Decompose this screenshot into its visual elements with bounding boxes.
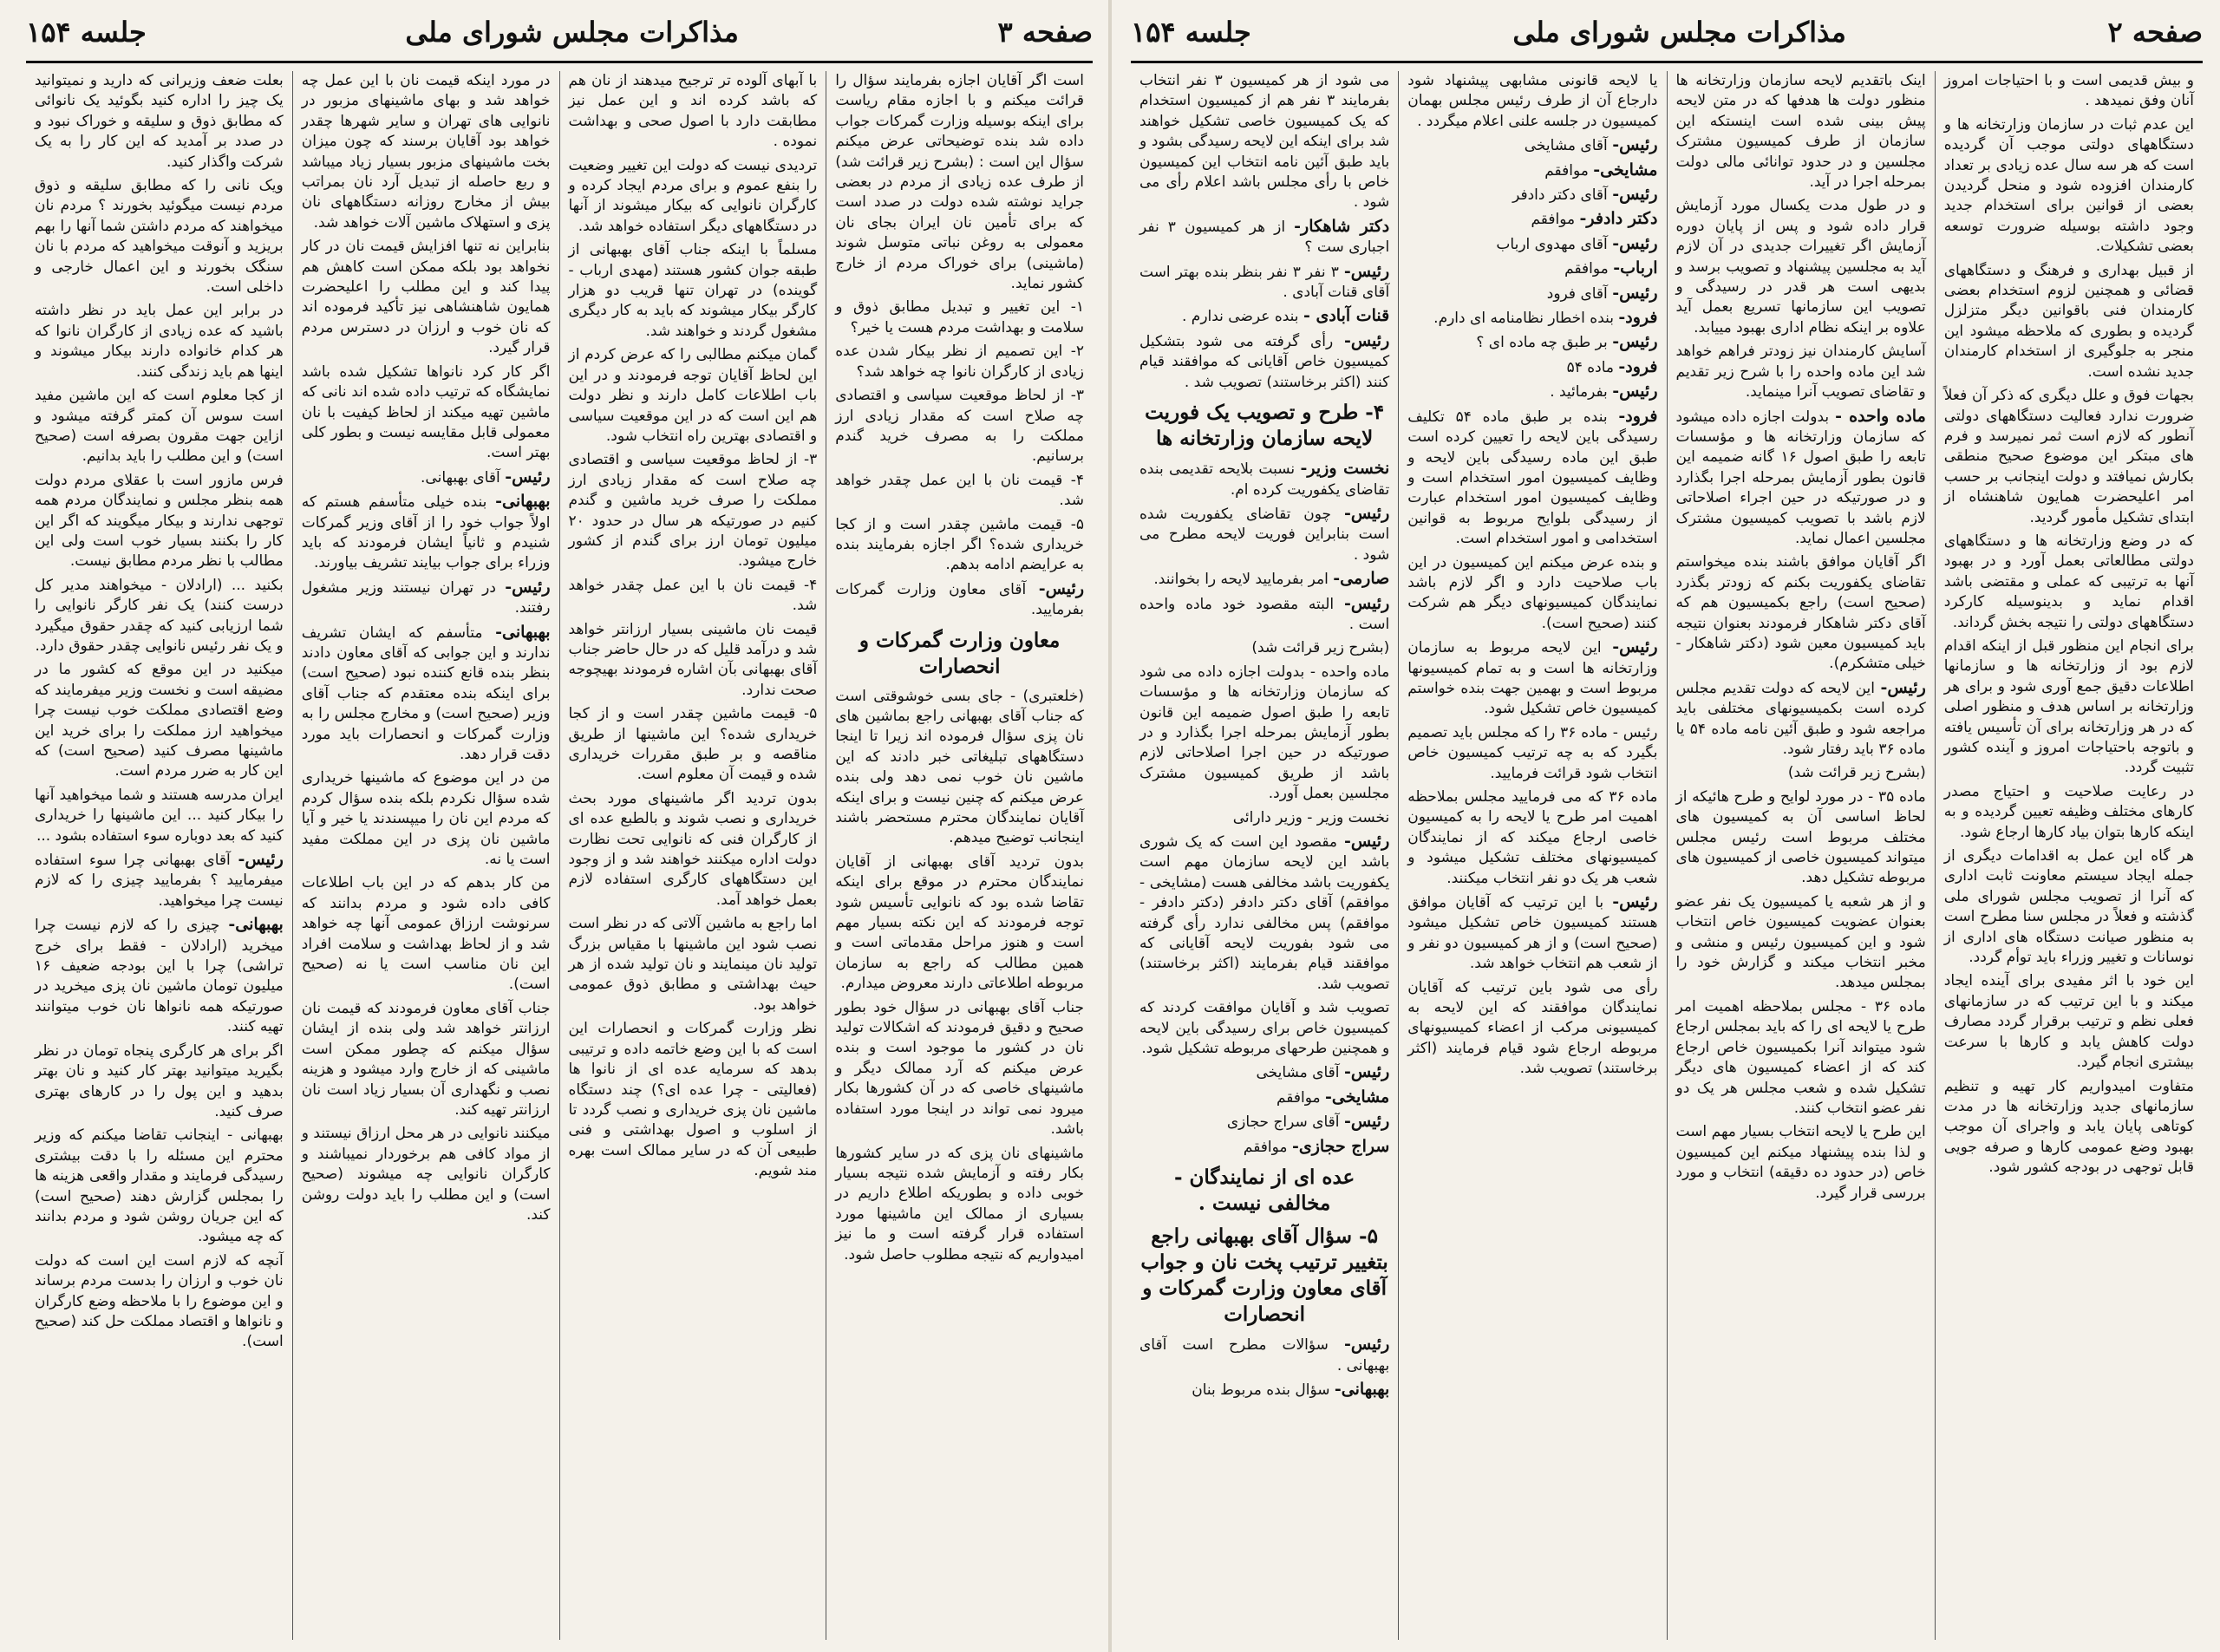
paragraph-text: با آبهای آلوده تر ترجیح میدهند از نان هم که باشد کرده اند و این عمل نیز مطابقت دارد با اصول صحی و بهداشت نموده . — [568, 72, 818, 151]
paragraph-text: آنچه که لازم است این است که دولت نان خوب و ارزان را بدست مردم برساند و این موضوع را با ملاحظه وضع کارگران و نانواها و اقتصاد مملکت حل کند (صحیح است). — [35, 1251, 284, 1351]
paragraph-text: متأسفم که ایشان تشریف ندارند و این جوابی که آقای معاون دادند بنظر بنده قانع کننده نبود (صحیح است) برای اینکه بنده معتقدم که جناب آقای وزیر (صحیح است) و مخارج مجلس را به وزارت گمرکات و انحصارات باید مورد دقت قرار دهد. — [301, 624, 551, 763]
paragraph — [835, 998, 1084, 1140]
paragraph-text: رئیس - ماده ۳۶ را که مجلس باید تصمیم بگیرد که به چه ترتیب کمیسیون خاص انتخاب شود قرائت فرمایید. — [1407, 723, 1658, 782]
paragraph — [1407, 258, 1657, 279]
paragraph — [1407, 308, 1657, 329]
paragraph — [1139, 262, 1389, 304]
paragraph — [1139, 1335, 1389, 1376]
paragraph-text: گمان میکنم مطالبی را که عرض کردم از این لحاظ آقایان توجه فرمودند و در این باب اطلاعات کامل دارند و نظر دولت هم این است که در این موقعیت سیاسی و اقتصادی بهترین راه انتخاب شود. — [568, 346, 818, 445]
text-column — [1935, 71, 2203, 1640]
paragraph-text: ماده واحده - بدولت اجازه داده می شود که سازمان وزارتخانه ها و مؤسسات تابعه را طبق اصول ضمیمه این قانون بطور آزمایش بمرحله اجرا بگذارد و در صورتیکه در حین اجرا اصلاحاتی لازم باشد از طریق کمیسیون مشترک مجلسین بعمل آورد. — [1139, 663, 1390, 803]
paragraph-text: آسایش کارمندان نیز زودتر فراهم خواهد شد این ماده واحده را با شرح زیر تقدیم و تقاضای تصویب آنرا مینماید. — [1675, 343, 1926, 402]
speaker-name: مشایخی- — [1593, 160, 1658, 180]
paragraph — [302, 578, 551, 619]
section-heading: عده ای از نمایندگان - مخالفی نیست . — [1173, 1166, 1355, 1216]
paragraph-text: ۲- این تصمیم از نظر بیکار شدن عده زیادی از کارگران نانوا چه خواهد شد؟ — [835, 343, 1084, 381]
publication-title: مذاکرات مجلس شورای ملی — [405, 16, 739, 49]
paragraph — [1944, 386, 2194, 528]
speaker-name: رئیس- — [1612, 135, 1658, 155]
paragraph — [1676, 196, 1926, 338]
paragraph — [1676, 552, 1926, 674]
paragraph-text: نظر وزارت گمرکات و انحصارات این است که با این وضع خاتمه داده و ترتیبی بدهد که سرمایه عده ای از نانوا ها (فعالیتی - چرا عده ای؟) چند دستگاه ماشین نان پزی خریداری و نصب گردد تا از اسلوب و اصول بهداشتی و فنی طبیعی آن که در سایر ممالک است بهره مند شویم. — [568, 1020, 818, 1180]
speaker-name: رئیس- — [1343, 832, 1390, 851]
paragraph-text: در رعایت صلاحیت و احتیاج مصدر کارهای مختلف وظیفه تعیین گردیده و به اینکه کارها بتوان بیاد کارها ارجاع شود. — [1943, 782, 2194, 841]
paragraph-text: بهبهانی - اینجانب تقاضا میکنم که وزیر محترم این مسئله را با دقت بیشتری رسیدگی فرمایند و مقدار واقعی هزینه ها را بمجلس گزارش دهند (صحیح است) که این جریان روشن شود و مردم بدانند که چه میشود. — [35, 1126, 284, 1246]
paragraph — [35, 1251, 284, 1353]
paragraph-text: آقای معاون وزارت گمرکات بفرمایید. — [835, 580, 1084, 619]
paragraph-text: مسلماً با اینکه جناب آقای بهبهانی از طبقه جوان کشور هستند (مهدی ارباب - گوینده) در تهران تنها قریب دو هزار کارگر بیکار میشوند که باید به کار دیگری مشغول گردند و خواهند شد. — [568, 241, 818, 340]
speaker-name: مشایخی- — [1325, 1087, 1390, 1107]
paragraph-text: در برابر این عمل باید در نظر داشته باشید که عده زیادی از کارگران نانوا که هر کدام خانواده دارند بیکار میشوند و اینها هم باید زندگی کنند. — [35, 302, 284, 381]
speaker-name: دکتر دادفر- — [1579, 209, 1658, 229]
paragraph-text: ۳- از لحاظ موقعیت سیاسی و اقتصادی چه صلاح است که مقدار زیادی ارز مملکت را صرف خرید ماشین و گندم کنیم در صورتیکه هر سال در حدود ۲۰ میلیون تومان ارز برای گندم از کشور خارج میشود. — [568, 451, 818, 571]
paragraph-text: اگر کار کرد نانواها تشکیل شده باشد نمایشگاه که ترتیب داده شده اند نانی که ماشین تهیه میکند از لحاظ کیفیت با نان معمولی قابل مقایسه نیست و بطور کلی بهتر است. — [301, 362, 551, 462]
paragraph-text: می شود از هر کمیسیون ۳ نفر انتخاب بفرمایند ۳ نفر هم از کمیسیون استخدام که یک کمیسیون خاصی تشکیل خواهند شد برای اینکه این لایحه رسیدگی بشود و باید طبق آئین نامه انتخاب این کمیسیون خاص با رأی مجلس باشد اعلام رأی می شود . — [1139, 72, 1390, 212]
paragraph-text: ویک نانی را که مطابق سلیقه و ذوق مردم نیست میگوئید بخورند ؟ مردم نان میخواهند که مردم داشتن شما آنها را بهم بریزید و آنوقت میخواهید که مردم با نان سنگک بخورند و این اعمال خارجی و داخلی است. — [35, 177, 284, 297]
paragraph-text: از کجا معلوم است که این ماشین مفید است سوس آن کمتر گرفته میشود و ازاین جهت مقرون بصرفه است (صحیح است) و این مطلب را باید بدانیم. — [35, 387, 284, 466]
paragraph-text: آقای بهبهانی چرا سوء استفاده میفرمایید ؟ بفرمایید چیزی را که لازم نیست چرا میخواهید. — [35, 852, 284, 910]
text-column — [1667, 71, 1935, 1640]
paragraph — [35, 471, 284, 572]
paragraph-text: بدون تردید آقای بهبهانی از آقایان نمایندگان محترم در موقع برای اینکه تقاضا شده بود که نانوایی تأسیس شود توجه فرمودند که این نکته بسیار مهم است و هنوز مراحل مقدماتی است و همین مطالب که راجع به سازمان مربوطه اطلاعاتی دارند معروض میدارم. — [835, 852, 1084, 993]
paragraph — [1407, 553, 1657, 635]
paragraph-text: اما راجع به ماشین آلاتی که در نظر است نصب شود این ماشینها با مقیاس بزرگ تولید نان مینمایند و نان تولید شده از هر حیث بهداشتی و مطابق ذوق عمومی خواهد بود. — [568, 915, 818, 1014]
paragraph-text: آقای بهبهانی. — [421, 468, 500, 486]
paragraph — [1944, 637, 2194, 779]
paragraph — [1407, 160, 1657, 181]
paragraph — [35, 915, 284, 1037]
paragraph-text: آقای مشایخی — [1256, 1064, 1340, 1082]
speaker-name: نخست وزیر- — [1300, 459, 1390, 479]
paragraph-text: و در طول مدت یکسال مورد آزمایش قرار داده شود و پس از پایان دوره آزمایش اگر تغییرات جدیدی در آن لازم آید به مجلسین پیشنهاد و تصویب برسد و بدیهی است هر قدر در رسیدگی و تصویب این سازمانها تسریع بعمل آید علاوه بر اینکه نظام اداری بهبود مییابد. — [1675, 197, 1926, 336]
paragraph — [1407, 637, 1657, 720]
speaker-name: قنات آبادی - — [1303, 306, 1390, 326]
paragraph-text: میکنید در این موقع که کشور ما در مضیقه است و نخست وزیر میفرمایند که وضع اقتصادی مملکت خوب نیست چرا میخواهید ارز مملکت را برای خرید این ماشینها مصرف کنید (صحیح است) که این کار به ضرر مردم است. — [35, 661, 284, 780]
paragraph-text: ماده ۳۶ - مجلس بملاحظه اهمیت امر طرح یا لایحه ای را که باید بمجلس ارجاع شود میتواند آنرا بکمیسیون خاص ارجاع کند که از اعضاء کمیسیون های دیگر تشکیل شده و شعب مجلس هر یک دو نفر عضو انتخاب کنند. — [1675, 997, 1926, 1117]
paragraph — [1407, 723, 1657, 784]
paragraph-text: بنده عرضی ندارم . — [1181, 308, 1299, 326]
paragraph — [835, 515, 1084, 576]
speaker-name: ماده واحده - — [1835, 406, 1926, 426]
speaker-name: رئیس- — [1343, 1062, 1390, 1082]
paragraph — [1139, 306, 1389, 327]
paragraph-text: موافقم — [1531, 211, 1576, 229]
paragraph — [835, 386, 1084, 467]
paragraph — [1676, 1122, 1926, 1204]
paragraph-text: آقای دکتر دادفر — [1512, 186, 1608, 205]
paragraph-text: بکنید ... (ارادلان - میخواهند مدیر کل درست کنند) یک نفر کارگر نانوایی را شما ارزیابی کنید که چقدر حقوق میگیرد و یک نفر رئیس نانوایی چقدر حقوق دارد. — [35, 576, 284, 655]
speaker-name: رئیس- — [1612, 185, 1658, 205]
paragraph — [835, 1144, 1084, 1265]
paragraph-text: ۴- قیمت نان با این عمل چقدر خواهد شد. — [835, 471, 1084, 510]
paragraph-text: که در وضع وزارتخانه ها و دستگاههای دولتی مطالعاتی بعمل آورد و در بهبود آنها به ترتیبی که عملی و مقتضی باشد اقدام نماید و بدینوسیله کارکرد دستگاههای دولتی را نتیجه بخش گرداند. — [1943, 532, 2194, 631]
paragraph — [1139, 1380, 1389, 1401]
paragraph — [569, 156, 818, 238]
paragraph — [1139, 808, 1389, 828]
paragraph — [1139, 1137, 1389, 1158]
paragraph — [835, 342, 1084, 382]
paragraph-text: ماده ۵۴ — [1566, 358, 1614, 376]
text-column — [292, 71, 559, 1640]
speaker-name: رئیس- — [505, 467, 551, 486]
publication-title: مذاکرات مجلس شورای ملی — [1512, 16, 1846, 49]
paragraph — [1139, 1112, 1389, 1133]
paragraph — [1407, 382, 1657, 402]
text-column — [1398, 71, 1666, 1640]
paragraph — [302, 492, 551, 574]
paragraph — [569, 240, 818, 342]
paragraph — [1407, 135, 1657, 156]
text-columns — [1131, 71, 2203, 1640]
paragraph — [1407, 71, 1657, 132]
speaker-name: فرود- — [1618, 356, 1658, 376]
paragraph — [1139, 1087, 1389, 1108]
paragraph-text: ماشینهای نان پزی که در سایر کشورها بکار رفته و آزمایش شده نتیجه بسیار خوبی داده و بطوریکه اطلاع داریم در بسیاری از ممالک این ماشینها مورد استفاده قرار گرفته است و ما نیز امیدواریم که نتیجه مطلوب حاصل شود. — [835, 1144, 1084, 1263]
paragraph — [1139, 217, 1389, 258]
paragraph-text: اگر آقایان موافق باشند بنده میخواستم تقاضای یکفوریت بکنم که زودتر بگذرد (صحیح است) راجع بکمیسیون هم که آقای دکتر شاهکار فرمودند بعنوان نتیجه باید کمیسیون معین شود (دکتر شاهکار - خیلی متشکرم). — [1675, 553, 1926, 673]
speaker-name: رئیس- — [1880, 677, 1926, 697]
page-header — [1131, 7, 2203, 57]
speaker-name: بهبهانی- — [228, 915, 284, 935]
paragraph — [1676, 407, 1926, 550]
paragraph — [1407, 332, 1657, 353]
header-rule — [26, 61, 1093, 63]
paragraph — [569, 620, 818, 702]
paragraph-text: و بنده عرض میکنم این کمیسیون در این باب صلاحیت دارد و اگر لازم باشد نمایندگان کمیسیونهای دیگر هم شرکت کنند (صحیح است). — [1407, 553, 1658, 632]
paragraph-text: رأی گرفته می شود بتشکیل کمیسیون خاص آقایانی که موافقند قیام کنند (اکثر برخاستند) تصویب شد . — [1139, 332, 1390, 391]
right-page — [1110, 0, 2220, 1652]
speaker-name: فرود- — [1618, 406, 1658, 426]
paragraph-text: از هر کمیسیون ۳ نفر اجباری ست ؟ — [1139, 218, 1390, 257]
paragraph-text: و بیش قدیمی است و با احتیاجات امروز آنان وفق نمیدهد . — [1943, 72, 2194, 110]
paragraph-text: است اگر آقایان اجازه بفرمایند سؤال را قرائت میکنم و با اجازه مقام ریاست برای اینکه بوسیله وزارت گمرکات جواب داده شد بنده توضیحاتی عرض میکنم سؤال این است : (بشرح زیر قرائت شد) از طرف عده زیادی از مردم در بعضی جراید نوشته شده دولت در صدد است که برای تأمین نان ایران بجای نان معمولی به روغن نباتی متوسل شوند (ماشینی) برای خوراک مردم از خارج کشور نماید. — [835, 72, 1084, 293]
paragraph-text: البته مقصود خود ماده واحده است . — [1139, 595, 1390, 633]
paragraph-text: این عدم ثبات در سازمان وزارتخانه ها و دستگاههای دولتی موجب آن گردیده است که هر سه سال عده زیادی بر تعداد کارمندان افزوده شود و منحل گردیدن بعضی از قوانین برای استخدام جدید وجود داشته بوسیله ضرورت توسعه بعضی تشکیلات. — [1943, 115, 2194, 256]
paragraph — [1944, 115, 2194, 258]
paragraph — [1676, 342, 1926, 402]
paragraph — [569, 789, 818, 911]
paragraph — [569, 704, 818, 786]
paragraph — [1139, 569, 1389, 590]
page-number: صفحه ۳ — [997, 16, 1093, 49]
paragraph-text: ۳ نفر ۳ نفر بنظر بنده بهتر است آقای قنات آبادی . — [1139, 263, 1390, 302]
paragraph-text: بدولت اجازه داده میشود که سازمان وزارتخانه ها و مؤسسات تابعه را طبق اصول ۱۶ گانه ضمیمه این قانون بطور آزمایش بمرحله اجرا بگذارد و در صورتیکه در حین اجراء اصلاحاتی لازم باشد با تصویب کمیسیون مشترک مجلسین اعمال نماید. — [1675, 408, 1926, 547]
paragraph — [1676, 71, 1926, 193]
paragraph-text: چیزی را که لازم نیست چرا میخرید (ارادلان - فقط برای خرج تراشی) چرا با این بودجه ضعیف ۱۶ میلیون تومان ماشین نان پزی میخرید در صورتیکه همه نانواها نان خوب میتوانند تهیه کنند. — [35, 917, 284, 1036]
paragraph — [569, 1019, 818, 1181]
paragraph-text: آقای مشایخی — [1524, 137, 1608, 155]
paragraph — [1944, 782, 2194, 843]
paragraph — [35, 386, 284, 467]
paragraph — [1944, 1077, 2194, 1179]
paragraph-text: مقصود این است که یک شوری باشد این لایحه سازمان مهم است یکفوریت باشد مخالفی هست (مشایخی - موافقم) آقای دکتر دادفر (دکتر دادفر - موافقم) پس مخالفی ندارد رأی گرفته می شود بفوریت لایحه آقایانی که موافقند قیام بفرمایند (اکثر برخاستند) تصویب شد. — [1139, 833, 1390, 993]
paragraph-text: آقای سراج حجازی — [1226, 1113, 1340, 1132]
paragraph-text: ۴- قیمت نان با این عمل چقدر خواهد شد. — [568, 576, 818, 615]
paragraph-text: موافقم — [1243, 1138, 1288, 1156]
speaker-name: رئیس- — [1612, 637, 1658, 657]
paragraph — [1139, 638, 1389, 658]
paragraph-text: بنابراین نه تنها افزایش قیمت نان در کار نخواهد بود بلکه ممکن است کاهش هم پیدا کند و این مطلب را اعلیحضرت همایون شاهنشاهی نیز تأکید فرموده اند که نان خوب و ارزان در دسترس مردم قرار گیرد. — [301, 238, 551, 357]
paragraph-text: ۵- قیمت ماشین چقدر است و از کجا خریداری شده؟ اگر اجازه بفرمایند بنده به عرایضم ادامه بدهم. — [835, 515, 1084, 574]
paragraph — [569, 71, 818, 153]
paragraph — [1139, 504, 1389, 565]
session-number: جلسه ۱۵۴ — [1131, 16, 1251, 49]
paragraph — [1407, 209, 1657, 230]
paragraph-text: فرس مازور است با عقلای مردم دولت همه بنظر مجلس و نمایندگان مردم همه توجهی ندارند و بیکار میگویند که اگر این کار را بکنند بسیار خوب است ولی این مطالب با نظر مردم مطابق نیست. — [35, 471, 284, 571]
paragraph-text: از قبیل بهداری و فرهنگ و دستگاههای قضائی و همچنین لزوم استخدام بعضی کارمندان فنی باقوانین دیگر متزلزل گردیده و بطوری که ملاحظه میشود این منجر به جلوگیری از استخدام کارمندان جدید نشده است. — [1943, 261, 2194, 381]
paragraph — [1944, 71, 2194, 112]
paragraph-text: این طرح یا لایحه انتخاب بسیار مهم است و لذا بنده پیشنهاد میکنم این کمیسیون خاص (در حدود ده دقیقه) انتخاب و مورد بررسی قرار گیرد. — [1675, 1123, 1926, 1202]
speaker-name: رئیس- — [1612, 332, 1658, 352]
session-number: جلسه ۱۵۴ — [26, 16, 147, 49]
paragraph — [1407, 185, 1657, 206]
paragraph — [1407, 407, 1657, 550]
speaker-name: فرود- — [1618, 308, 1658, 328]
speaker-name: ارباب- — [1613, 258, 1658, 278]
paragraph — [1139, 594, 1389, 636]
text-column — [26, 71, 292, 1640]
paragraph — [302, 873, 551, 995]
paragraph — [835, 297, 1084, 338]
paragraph — [1676, 787, 1926, 889]
speaker-name: بهبهانی- — [495, 622, 551, 642]
paragraph-text: ۵- قیمت ماشین چقدر است و از کجا خریداری شده؟ این ماشینها از طریق مناقصه و بر طبق مقررات خریداری شده و قیمت آن معلوم است. — [568, 705, 818, 784]
paragraph — [35, 660, 284, 781]
speaker-name: رئیس- — [1612, 382, 1658, 402]
paragraph-text: ۱- این تغییر و تبدیل مطابق ذوق و سلامت و بهداشت مردم هست یا خیر؟ — [835, 298, 1084, 336]
paragraph-text: بفرمائید . — [1550, 383, 1608, 402]
paragraph — [835, 71, 1084, 294]
header-rule — [1131, 61, 2203, 63]
speaker-name: رئیس- — [1343, 261, 1390, 281]
paragraph — [35, 1041, 284, 1123]
paragraph-text: (بشرح زیر قرائت شد) — [1251, 639, 1390, 657]
paragraph-text: (خلعتبری) - جای بسی خوشوقتی است که جناب آقای بهبهانی راجع بماشین های نان پزی سؤال فرموده اند زیرا تا اینجا دستگاههای تبلیغاتی خبر دادند که این ماشین نان خوب نمی دهد ولی بنده عرض میکنم که چنین نیست و برای اینکه آقایان نمایندگان محترم مستحضر باشند اینجانب توضیح میدهم. — [835, 687, 1084, 847]
paragraph — [35, 176, 284, 297]
paragraph — [302, 768, 551, 870]
paragraph-text: جناب آقای معاون فرمودند که قیمت نان ارزانتر خواهد شد ولی بنده از ایشان سؤال میکنم که چطور ممکن است ماشینی که از خارج وارد میشود و هزینه نصب و نگهداری آن بسیار زیاد است نان ارزانتر تهیه کند. — [301, 999, 551, 1119]
text-column — [559, 71, 826, 1640]
paragraph-text: این خود با اثر مفیدی برای آینده ایجاد میکند و با این ترتیب که در سازمانهای فعلی نظم و ترتیب برقرار گردد مصارف دولت کاهش یابد و کارها با سرعت بیشتری انجام گیرد. — [1943, 972, 2194, 1072]
paragraph — [569, 345, 818, 447]
paragraph-text: هر گاه این عمل به اقدامات دیگری از جمله ایجاد سیستم معاونت ثابت اداری که آنرا از تصویب مجلس شورای ملی گذشته و فعلاً در مجلس سنا مطرح است به منظور صیانت دستگاه های اداری از نوسانات و تغییر وزراء باید توأم گردد. — [1943, 847, 2194, 967]
paragraph — [302, 362, 551, 464]
paragraph-text: در تهران نیستند وزیر مشغول رفتند. — [301, 578, 551, 617]
paragraph-text: سؤالات مطرح است آقای بهبهانی . — [1139, 1336, 1390, 1374]
paragraph — [1139, 663, 1389, 805]
speaker-name: رئیس- — [238, 850, 284, 870]
speaker-name: بهبهانی- — [495, 492, 551, 512]
paragraph-text: تردیدی نیست که دولت این تغییر وضعیت را بنفع عموم و برای مردم ایجاد کرده و کارگران نانوایی که بیکار میشوند از آنها در دستگاههای دیگر استفاده خواهد شد. — [568, 156, 818, 235]
paragraph-text: نسبت بلایحه تقدیمی بنده تقاضای یکفوریت کرده ام. — [1139, 460, 1390, 499]
paragraph-text: اینک باتقدیم لایحه سازمان وزارتخانه ها منظور دولت ها هدفها که در متن لایحه پیش بینی شده است اینستکه این سازمان از طرف کمیسیون مشترک مجلسین و در حدود توانائی مالی دولت بمرحله اجرا در آید. — [1675, 72, 1926, 192]
paragraph — [1676, 997, 1926, 1119]
paragraph — [1407, 892, 1657, 975]
paragraph — [302, 467, 551, 488]
paragraph — [1407, 787, 1657, 889]
paragraph — [835, 579, 1084, 621]
paragraph-text: چون تقاضای یکفوریت شده است بنابراین فوریت لایحه مطرح می شود . — [1139, 505, 1390, 564]
paragraph — [302, 237, 551, 358]
paragraph-text: (بشرح زیر قرائت شد) — [1787, 764, 1926, 782]
speaker-name: رئیس- — [1612, 233, 1658, 253]
paragraph — [1139, 832, 1389, 995]
text-column — [826, 71, 1093, 1640]
paragraph-text: متفاوت امیدواریم کار تهیه و تنظیم سازمانهای جدید وزارتخانه ها در مدت کوتاهی پایان یابد و واجرای آن موجب بهبود وضع عمومی کارها و صرفه جویی قابل توجهی در بودجه کشور شود. — [1943, 1077, 2194, 1177]
paragraph — [569, 914, 818, 1015]
paragraph-text: ایران مدرسه هستند و شما میخواهید آنها را بیکار کنید ... این ماشینها را خریداری کنید که بعد دوباره سوء استفاده بشود ... — [35, 786, 284, 845]
speaker-name: بهبهانی- — [1334, 1379, 1390, 1399]
paragraph — [569, 450, 818, 571]
paragraph — [1944, 846, 2194, 968]
paragraph — [1407, 234, 1657, 255]
paragraph-text: میکنند نانوایی در هر محل ارزاق نیستند و از مواد کافی هم برخوردار نمیباشند و کارگران نانوایی چه میشوند (صحیح است) و این مطلب را باید دولت روشن کند. — [301, 1125, 551, 1224]
paragraph — [1944, 971, 2194, 1073]
paragraph-text: این لایحه که دولت تقدیم مجلس کرده است بکمیسیونهای مختلفی باید مراجعه شود و طبق آئین نامه ماده ۵۴ یا ماده ۳۶ باید رفتار شود. — [1675, 679, 1926, 758]
speaker-name: رئیس- — [1343, 1112, 1390, 1132]
paragraph-text: ماده ۳۶ که می فرمایید مجلس بملاحظه اهمیت امر طرح یا لایحه را به کمیسیون خاصی ارجاع میکند که از نمایندگان کمیسیونهای مختلف تشکیل میشود و شعب هر یک دو نفر انتخاب میکنند. — [1407, 788, 1658, 887]
paragraph — [1944, 532, 2194, 633]
paragraph-text: رأی می شود باین ترتیب که آقایان نمایندگان موافقند که این لایحه به کمیسیونی مرکب از اعضاء کمیسیونهای مربوطه ارجاع شود قیام فرمایند (اکثر برخاستند) تصویب شد. — [1407, 978, 1658, 1078]
paragraph-text: من کار بدهم که در این باب اطلاعات کافی داده شود و مردم بدانند که سرنوشت ارزاق عمومی آنها چه خواهد شد و از لحاظ بهداشت و سلامت افراد این نان مناسب است یا نه (صحیح است). — [301, 874, 551, 994]
speaker-name: سراج حجازی- — [1291, 1136, 1390, 1156]
paragraph-text: این لایحه مربوط به سازمان وزارتخانه ها است و به تمام کمیسیونها مربوط است و بهمین جهت بنده خواستم کمیسیون خاص تشکیل شود. — [1407, 639, 1658, 718]
page-header — [26, 7, 1093, 57]
section-heading: ۵- سؤال آقای بهبهانی راجع بتغییر ترتیب پخت نان و جواب آقای معاون وزارت گمرکات و انحصارات — [1140, 1224, 1388, 1327]
speaker-name: رئیس- — [505, 577, 551, 597]
paragraph — [302, 1124, 551, 1225]
speaker-name: رئیس- — [1038, 578, 1084, 598]
paragraph — [302, 623, 551, 766]
paragraph — [35, 1126, 284, 1247]
paragraph-text: بنده اخطار نظامنامه ای دارم. — [1433, 310, 1614, 328]
paragraph-text: جناب آقای بهبهانی در سؤال خود بطور صحیح و دقیق فرمودند که اشکالات تولید نان در کشور ما موجود است و بنده عرض میکنم که آرد ممالک دیگر و ماشینهای خاصی که در آن کشورها بکار میرود نمی تواند در اینجا مورد استفاده باشد. — [835, 998, 1084, 1139]
speaker-name: رئیس- — [1612, 283, 1658, 303]
speaker-name: دکتر شاهکار- — [1294, 216, 1390, 236]
speaker-name: رئیس- — [1343, 330, 1390, 350]
paragraph — [302, 71, 551, 233]
paragraph-text: بجهات فوق و علل دیگری که ذکر آن فعلاً ضرورت ندارد فعالیت دستگاههای دولتی آنطور که لازم است ثمر نمیرسد و فرم های مبتکر این موضوع صحیح منطقی بکارش نمیافتد و دولت اینجانب بر حسب امر اعلیحضرت همایون شاهنشاه از ابتدای تشکیل مأمور گردید. — [1943, 387, 2194, 526]
paragraph — [35, 576, 284, 657]
paragraph-text: تصویب شد و آقایان موافقت کردند که کمیسیون خاص برای رسیدگی باین لایحه و همچنین طرحهای مربوطه تشکیل شود. — [1139, 999, 1390, 1058]
paragraph — [35, 786, 284, 846]
paragraph-text: یا لایحه قانونی مشابهی پیشنهاد شود دارجاع آن از طرف رئیس مجلس بهمان کمیسیون در جلسه علنی اعلام میگردد . — [1407, 72, 1658, 130]
section-heading: معاون وزارت گمرکات و انحصارات — [859, 628, 1061, 678]
paragraph — [1139, 459, 1389, 500]
paragraph-text: قیمت نان ماشینی بسیار ارزانتر خواهد شد و درآمد قلیل که در حال حاضر جناب آقای بهبهانی بآن اشاره فرمودند بهیچوجه صحت ندارد. — [568, 620, 818, 699]
paragraph — [1139, 998, 1389, 1059]
paragraph-text: من در این موضوع که ماشینها خریداری شده سؤال نکردم بلکه بنده سؤال کردم که مردم این نان را میپسندند یا خیر و آیا ماشین نان پزی در این مملکت مفید است یا نه. — [301, 769, 551, 869]
paragraph-text: ماده ۳۵ - در مورد لوایح و طرح هائیکه از لحاظ اساسی آن به کمیسیون های مختلف مربوط است رئیس مجلس میتواند کمیسیون خاصی از کمیسیون های مربوطه تشکیل دهد. — [1675, 787, 1926, 887]
paragraph — [35, 301, 284, 382]
text-column — [1131, 71, 1398, 1640]
paragraph — [835, 852, 1084, 995]
paragraph — [35, 850, 284, 911]
paragraph — [1944, 261, 2194, 382]
paragraph-text: بدون تردید اگر ماشینهای مورد بحث خریداری و نصب شوند و بالطبع عده ای از کارگران فنی که نانوایی تحت نظارت دولت اداره میکنند خواهند شد و از وجود این دستگاههای کارگری استفاده لازم بعمل خواهد آمد. — [568, 789, 818, 909]
page-number: صفحه ۲ — [2107, 16, 2203, 49]
paragraph — [1407, 978, 1657, 1080]
paragraph — [835, 471, 1084, 512]
paragraph — [1139, 71, 1389, 213]
speaker-name: رئیس- — [1343, 1335, 1390, 1355]
paragraph — [1676, 678, 1926, 761]
paragraph — [1407, 357, 1657, 378]
paragraph — [569, 576, 818, 617]
paragraph-text: موافقم — [1544, 161, 1589, 180]
paragraph-text: آقای فرود — [1546, 284, 1608, 303]
paragraph-text: اگر برای هر کارگری پنجاه تومان در نظر بگیرید میتوانید بهتر کار کنید و نان بهتر بدهید و این پول را در کارهای بهتری صرف کنید. — [35, 1041, 284, 1120]
paragraph-text: و از هر شعبه یا کمیسیون یک نفر عضو بعنوان عضویت کمیسیون خاص انتخاب شود و این کمیسیون رئیس و منشی و مخبر انتخاب میکند و گزارش خود را بمجلس میدهد. — [1675, 892, 1926, 992]
paragraph-text: موافقم — [1564, 260, 1609, 278]
paragraph — [1139, 1062, 1389, 1083]
speaker-name: رئیس- — [1612, 892, 1658, 912]
paragraph-text: با این ترتیب که آقایان موافق هستند کمیسیون خاص تشکیل میشود (صحیح است) و از هر کمیسیون دو نفر و از شعب هم انتخاب خواهد شد. — [1407, 894, 1658, 973]
paragraph-text: بنده خیلی متأسفم هستم که اولاً جواب خود را از آقای وزیر گمرکات شنیدم و ثانیاً ایشان فرمودند که باید وزراء برای جواب بیایند تشریف بیاورند. — [301, 493, 551, 572]
paragraph-text: امر بفرمایید لایحه را بخوانند. — [1153, 571, 1329, 589]
paragraph — [1139, 331, 1389, 393]
paragraph — [1676, 763, 1926, 783]
paragraph-text: سؤال بنده مربوط بنان — [1192, 1381, 1330, 1399]
paragraph-text: بر طبق چه ماده ای ؟ — [1476, 334, 1608, 352]
speaker-name: رئیس- — [1343, 503, 1390, 523]
paragraph-text: نخست وزیر - وزیر دارائی — [1232, 808, 1390, 826]
speaker-name: صارمی- — [1333, 569, 1390, 589]
paragraph-text: موافقم — [1276, 1088, 1321, 1107]
text-columns — [26, 71, 1093, 1640]
paragraph-text: بنده بر طبق ماده ۵۴ تکلیف رسیدگی باین لایحه را تعیین کرده است طبق این ماده رسیدگی باین لایحه و وظایف کمیسیون امور استخدام است و وظایف کمیسیون امور استخدام عبارت از رسیدگی بلوایح مربوط به قوانین استخدامی و امور استخدام است. — [1407, 408, 1658, 548]
paragraph — [1407, 284, 1657, 304]
paragraph — [302, 999, 551, 1120]
paragraph — [1676, 892, 1926, 994]
paragraph-text: ۳- از لحاظ موقعیت سیاسی و اقتصادی چه صلاح است که مقدار زیادی ارز مملکت را به مصرف خرید گندم برسانیم. — [835, 387, 1084, 466]
paragraph-text: در مورد اینکه قیمت نان با این عمل چه خواهد شد و بهای ماشینهای مزبور در نانوایی های تهران و سایر شهرها چقدر خواهد بود آقایان برسند که چون میزان بخت ماشینهای مزبور بسیار زیاد میباشد و ربع حاصله از تبدیل آرد نان بمراتب بیش از مخارج روزانه دستگاههای نان پزی و استهلاک ماشین آلات خواهد شد. — [301, 72, 551, 232]
paragraph — [835, 687, 1084, 849]
paragraph-text: بعلت ضعف وزیرانی که دارید و نمیتوانید یک چیز را اداره کنید بگوئید یک نانوائی که مطابق ذوق و سلیقه و خوراک نبود و در صدد بر آمدید که این کار را به یک شرکت واگذار کنید. — [35, 72, 284, 171]
paragraph-text: آقای مهدوی ارباب — [1496, 235, 1608, 253]
paragraph — [35, 71, 284, 173]
paragraph-text: برای انجام این منظور قبل از اینکه اقدام لازم بود از وزارتخانه ها و سازمانها اطلاعات دقیق جمع آوری شود و برای هر وزارتخانه بر اساس هدف و منظور اصلی که در هر وزارتخانه برای آن تأسیس یافته و باتوجه باحتیاجات امروز و آینده کشور تثبیت گردد. — [1943, 637, 2194, 777]
speaker-name: رئیس- — [1343, 593, 1390, 613]
section-heading: ۴- طرح و تصویب یک فوریت لایحه سازمان وزارتخانه ها — [1145, 401, 1385, 451]
